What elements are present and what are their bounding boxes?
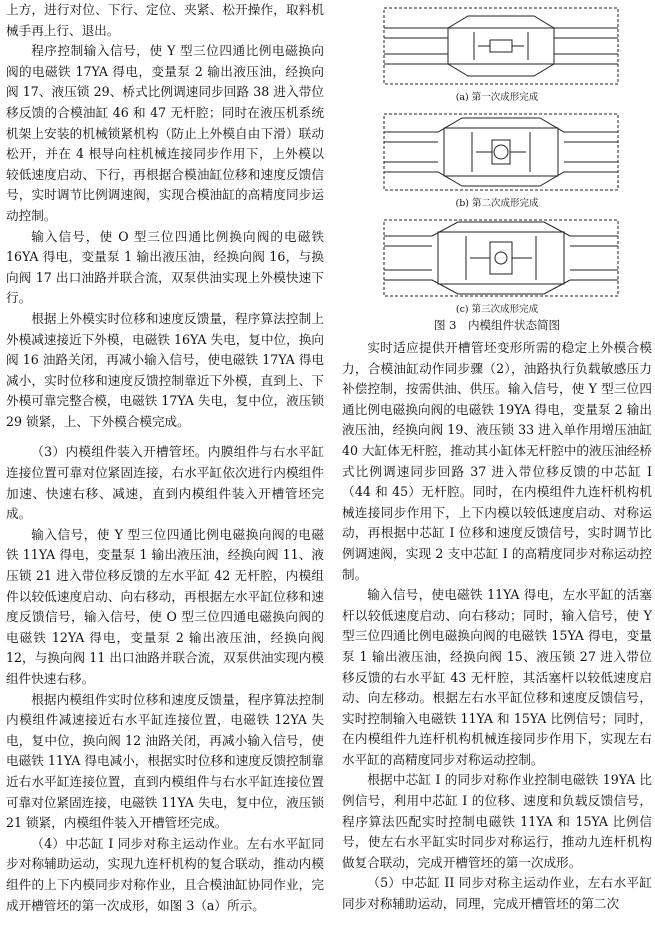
subcaption-c: (c) 第三次成形完成 xyxy=(455,304,539,315)
diagram-panel-a xyxy=(378,6,624,86)
paragraph: 输入信号，使电磁铁 11YA 得电，左水平缸的活塞杆以较低速度启动、向右移动；同时，输入信号，使 Y 型三位四通比例电磁换向阀的电磁铁 15YA 得电，变量泵 1 输出液压油，经换向阀 15、液压锁 27 进入带位移反馈的右水平缸 43 无杆腔，其活塞杆以较低速度启动、向左移动。根据左右水平缸位移和速度反馈信号，实时控制输入电磁铁 11YA 和 15YA 比例信号；同时，在内模组件九连杆机构机械连接同步作用下，实现左右水平缸的高精度同步对称运动控制。 xyxy=(342,587,652,767)
paragraph: 输入信号，使 O 型三位四通比例换向阀的电磁铁 16YA 得电，变量泵 1 输出液压油，经换向阀 16，与换向阀 17 出口油路并联合流，双泵供油实现上外模快速下行。 xyxy=(6,228,324,306)
paragraph: 上方，进行对位、下行、定位、夹紧、松开操作，取料机械手再上行、退出。 xyxy=(6,2,324,38)
left-column xyxy=(6,0,324,916)
diagram-panel-c xyxy=(378,218,624,298)
paragraph: 程序控制输入信号，使 Y 型三位四通比例电磁换向阀的电磁铁 17YA 得电，变量泵 2 输出液压油，经换向阀 17、液压锁 29、桥式比例调速同步回路 38 进入带位移反馈的合模油缸 46 和 47 无杆腔；同时在液压机系统机架上安装的机械锁紧机构（防止上外模自由下滑）联动松开，并在 4 根导向柱机械连接同步作用下，上外模以较低速度启动、下行，再根据合模油缸位移和速度反馈信号，实时调节比例调速阀，实现合模油缸的高精度同步运动控制。 xyxy=(6,43,324,223)
paragraph: 根据上外模实时位移和速度反馈量，程序算法控制上外模减速接近下外模，电磁铁 16YA 失电，复中位，换向阀 16 油路关闭，再减小输入信号，使电磁铁 17YA 得电减小，实时位移和速度反馈控制靠近下外模，直到上、下外模可靠完整合模，电磁铁 17YA 失电，复中位，液压锁 29 锁紧，上、下外模合模完成。 xyxy=(6,310,324,429)
inner-mold-diagram-c xyxy=(378,218,624,298)
right-column xyxy=(342,0,652,915)
subcaption-b: (b) 第二次成形完成 xyxy=(455,198,539,209)
paragraph: 根据内模组件实时位移和速度反馈量，程序算法控制内模组件减速接近右水平缸连接位置，电磁铁 12YA 失电，复中位，换向阀 12 油路关闭，再减小输入信号，使电磁铁 11YA 得电减小，根据实时位移和速度反馈控制靠近右水平缸连接位置，直到内模组件与右水平缸连接位置可靠对位紧固连接，电磁铁 11YA 失电，复中位，液压锁 21 锁紧，内模组件装入开槽管坯完成。 xyxy=(6,691,324,831)
subcaption-a: (a) 第一次成形完成 xyxy=(455,92,539,103)
paragraph: （4）中芯缸 I 同步对称主运动作业。左右水平缸同步对称辅助运动，实现九连杆机构的复合联动，推动内模组件的上下内模同步对称作业，且合模油缸协同作业，完成开槽管坯的第一次成形，如图 3（a）所示。 xyxy=(6,835,324,913)
paragraph: 根据中芯缸 I 的同步对称作业控制电磁铁 19YA 比例信号，利用中芯缸 I 的位移、速度和负载反馈信号，程序算法匹配实时控制电磁铁 11YA 和 15YA 比例信号，使左右水平缸实时同步对称运行，推动九连杆机构做复合联动，完成开槽管坯的第一次成形。 xyxy=(342,772,652,870)
inner-mold-diagram-b xyxy=(378,112,624,192)
section-paragraph: （3）内模组件装入开槽管坯。内膜组件与右水平缸连接位置可靠对位紧固连接，右水平缸依次进行内模组件加速、快速右移、减速，直到内模组件装入开槽管坯完成。 xyxy=(6,444,324,522)
paragraph: 实时适应提供开槽管坯变形所需的稳定上外模合模力，合模油缸动作同步骤（2），油路执行负载敏感压力补偿控制，按需供油、供压。输入信号，使 Y 型三位四通比例电磁换向阀的电磁铁 19YA 得电，变量泵 2 输出液压油，经换向阀 19、液压锁 33 进入单作用增压油缸 40 大缸体无杆腔，推动其小缸体无杆腔中的液压油经桥式比例调速同步回路 37 进入带位移反馈的中芯缸 I（44 和 45）无杆腔。同时，在内模组件九连杆机构机械连接同步作用下，上下内模以较低速度启动、对称运动，再根据中芯缸 I 位移和速度反馈信号，实时调节比例调速阀，实现 2 支中芯缸 I 的高精度同步对称运动控制。 xyxy=(342,340,652,582)
paragraph: 输入信号，使 Y 型三位四通比例电磁换向阀的电磁铁 11YA 得电，变量泵 1 输出液压油，经换向阀 11、液压锁 21 进入带位移反馈的左水平缸 42 无杆腔，内模组件以较低速度启动、向右移动，再根据左水平缸位移和速度反馈信号，输入信号，使 O 型三位四通电磁换向阀的电磁铁 12YA 得电，变量泵 2 输出液压油，经换向阀 12，与换向阀 11 出口油路并联合流，双泵供油实现内模组件快速右移。 xyxy=(6,526,324,686)
diagram-panel-b xyxy=(378,112,624,192)
inner-mold-diagram-a xyxy=(378,6,624,86)
figure-3 xyxy=(342,0,652,334)
figure-caption: 图 3 内模组件状态简图 xyxy=(434,318,560,332)
paragraph: （5）中芯缸 II 同步对称主运动作业，左右水平缸同步对称辅助运动，同理，完成开槽管坯的第二次 xyxy=(342,875,652,912)
